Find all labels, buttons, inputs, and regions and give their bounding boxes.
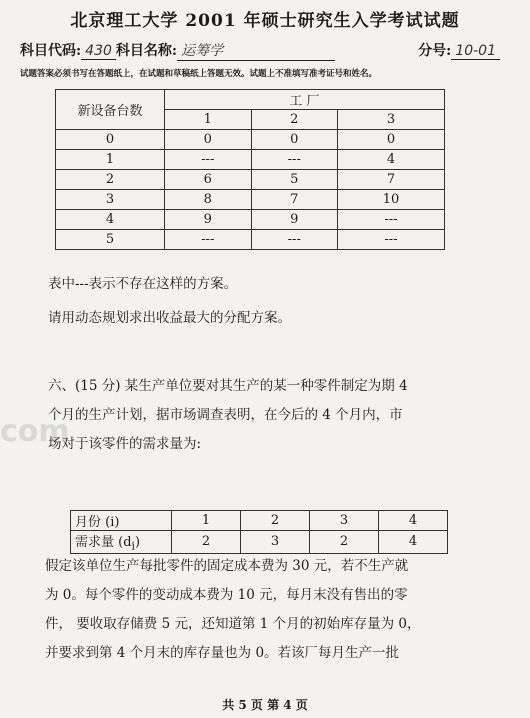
table-cell: 4: [338, 150, 445, 170]
column-header: 1: [165, 110, 252, 130]
page-footer: 共 5 页 第 4 页: [222, 698, 308, 712]
exam-title: 北京理工大学 2001 年硕士研究生入学考试试题: [70, 11, 460, 31]
month-label: 月份 (i): [71, 511, 172, 531]
row-header-label: 新设备台数: [56, 90, 165, 130]
question-line: 为 0。每个零件的变动成本费为 10 元，每月末没有售出的零: [45, 587, 408, 603]
table-cell: 3: [310, 511, 379, 531]
table-note: 表中---表示不存在这样的方案。: [48, 276, 238, 292]
exam-notice: 试题答案必须书写在答题纸上，在试题和草稿纸上答题无效。试题上不准填写准考证号和姓名。: [20, 69, 378, 79]
demand-table: [70, 510, 448, 554]
fenhao-value: 10-01: [451, 43, 500, 60]
allocation-table: [55, 89, 445, 250]
column-header: 3: [338, 110, 445, 130]
subject-code-label: 科目代码:: [20, 43, 82, 59]
table-cell: 0: [338, 130, 445, 150]
table-row: [56, 210, 445, 230]
fenhao-label: 分号:: [418, 43, 452, 59]
row-label: 1: [56, 150, 165, 170]
factory-header: 工 厂: [165, 90, 445, 110]
table-cell: ---: [251, 150, 338, 170]
table-cell: 8: [165, 190, 252, 210]
question-body: [45, 552, 505, 668]
table-row: [71, 531, 448, 554]
watermark: com: [0, 414, 70, 449]
table-cell: 7: [338, 170, 445, 190]
subject-line: [20, 40, 335, 61]
question-line: 并要求到第 4 个月末的库存量也为 0。若该厂每月生产一批: [45, 645, 400, 661]
question-line: 场对于该零件的需求量为:: [48, 436, 202, 452]
row-label: 4: [56, 210, 165, 230]
table-cell: 4: [379, 511, 448, 531]
table-cell: ---: [251, 230, 338, 250]
table-cell: 3: [241, 531, 310, 554]
table-cell: ---: [165, 230, 252, 250]
table-cell: 10: [338, 190, 445, 210]
table-row: [56, 190, 445, 210]
subject-name-label: 科目名称:: [115, 43, 178, 59]
table-cell: 2: [172, 531, 241, 554]
table-row: [71, 511, 448, 531]
demand-label-end: ): [135, 535, 141, 550]
table-row: [56, 150, 445, 170]
table-cell: ---: [338, 210, 445, 230]
question-six: [48, 372, 488, 459]
row-label: 2: [56, 170, 165, 190]
row-label: 3: [56, 190, 165, 210]
question-line: 个月的生产计划，据市场调查表明，在今后的 4 个月内，市: [48, 407, 403, 423]
table-cell: 7: [251, 190, 338, 210]
table-row: [56, 130, 445, 150]
table-cell: 9: [251, 210, 338, 230]
table-cell: 5: [251, 170, 338, 190]
question-line: 假定该单位生产每批零件的固定成本费为 30 元，若不生产就: [45, 558, 409, 574]
table-cell: ---: [165, 150, 252, 170]
table-cell: 6: [165, 170, 252, 190]
table-cell: 1: [172, 511, 241, 531]
instruction: 请用动态规划求出收益最大的分配方案。: [48, 310, 291, 326]
demand-label: [71, 531, 172, 554]
fenhao: [418, 40, 500, 60]
table-cell: 4: [379, 531, 448, 554]
table-header-row: [56, 90, 445, 110]
row-label: 0: [56, 130, 165, 150]
table-cell: 9: [165, 210, 252, 230]
table-row: [56, 230, 445, 250]
table-cell: 0: [165, 130, 252, 150]
subject-name: 运筹学: [177, 40, 335, 61]
row-label: 5: [56, 230, 165, 250]
question-line: 件， 要收取存储费 5 元，还知道第 1 个月的初始库存量为 0，: [45, 616, 421, 632]
column-header: 2: [251, 110, 338, 130]
demand-label-text: 需求量 (d: [75, 535, 132, 550]
table-cell: 2: [241, 511, 310, 531]
table-cell: 0: [251, 130, 338, 150]
table-row: [56, 170, 445, 190]
question-line: 六、(15 分) 某生产单位要对其生产的某一种零件制定为期 4: [48, 378, 408, 394]
subject-code: 430: [81, 43, 116, 60]
table-cell: ---: [338, 230, 445, 250]
demand-label-sub: i: [131, 539, 135, 553]
table-cell: 2: [310, 531, 379, 554]
